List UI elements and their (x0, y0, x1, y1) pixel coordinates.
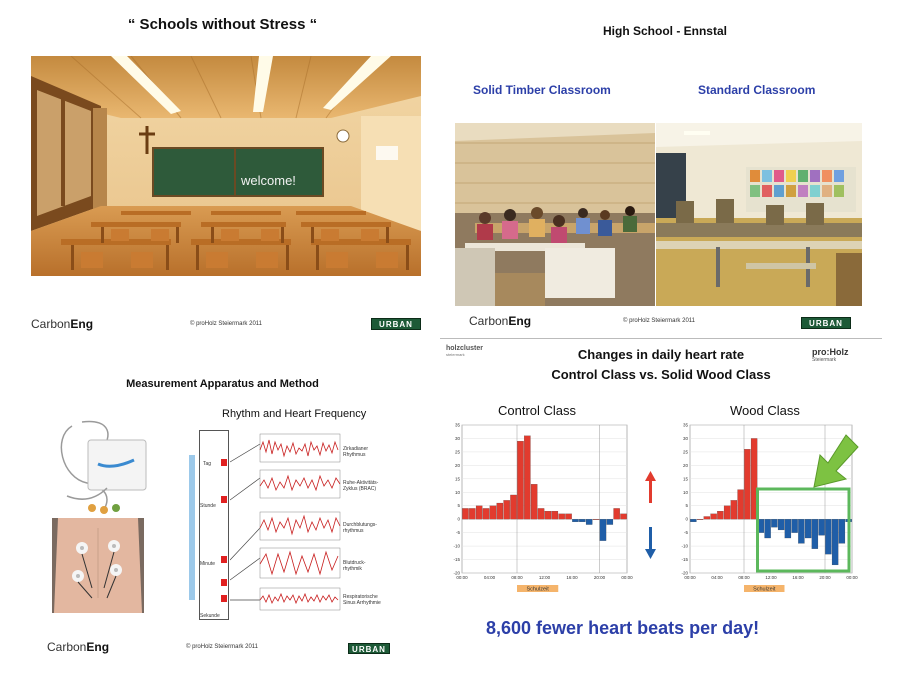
chart-title-line2: Control Class vs. Solid Wood Class (551, 367, 771, 382)
rhythm-label-blood-pressure: Blutdruck-rhythmik (343, 560, 366, 572)
bar-positive (711, 514, 717, 519)
bar-negative (765, 519, 771, 538)
bar-positive (483, 508, 489, 519)
bar-negative (690, 519, 696, 522)
x-tick-label: 20:00 (593, 575, 606, 580)
x-tick-label: 04:00 (483, 575, 496, 580)
bar-negative (579, 519, 585, 522)
y-tick-label: 10 (682, 489, 688, 495)
bar-negative (778, 519, 784, 530)
bar-negative (825, 519, 831, 554)
diagram-title: Rhythm and Heart Frequency (222, 408, 367, 420)
heart-rate-charts (440, 339, 882, 651)
y-tick-label: 15 (682, 476, 688, 482)
footer-copyright: © proHolz Steiermark 2011 (190, 321, 263, 327)
y-tick-label: -10 (681, 543, 688, 549)
x-tick-label: 00:00 (846, 575, 858, 580)
bar-positive (731, 500, 737, 519)
timber-classroom-photo (455, 123, 655, 306)
y-tick-label: -15 (453, 557, 460, 563)
bar-positive (517, 441, 523, 519)
bar-positive (565, 514, 571, 519)
bar-positive (524, 436, 530, 519)
scale-label-minute: Minute (200, 561, 216, 567)
x-tick-label: 04:00 (711, 575, 723, 580)
y-tick-label: 35 (454, 422, 460, 428)
y-tick-label: 30 (682, 435, 688, 441)
bar-negative (839, 519, 845, 543)
bar-positive (620, 514, 626, 519)
scale-marker (221, 579, 227, 586)
bar-positive (545, 511, 551, 519)
slide-heart-rate-changes (440, 338, 882, 650)
bar-positive (552, 511, 558, 519)
slide-schools-without-stress (0, 0, 445, 338)
slide-title: “ Schools without Stress “ (127, 16, 318, 33)
time-scale-bar (189, 455, 195, 600)
bar-positive (717, 511, 723, 519)
y-tick-label: 5 (457, 503, 460, 509)
school-time-label: Schulzeit (753, 586, 776, 593)
footer-brand: CarbonEng (47, 640, 110, 654)
bar-positive (504, 500, 510, 519)
label-standard-classroom: Standard Classroom (698, 83, 816, 97)
bar-negative (805, 519, 811, 538)
y-tick-label: -5 (455, 530, 460, 536)
y-tick-label: 10 (454, 489, 460, 495)
bar-positive (559, 514, 565, 519)
y-tick-label: -20 (681, 570, 688, 576)
y-tick-label: 20 (682, 462, 688, 468)
y-tick-label: 20 (454, 462, 460, 468)
bar-positive (697, 519, 703, 520)
bar-positive (704, 516, 710, 519)
slide-title: High School - Ennstal (602, 24, 727, 38)
y-tick-label: 15 (454, 476, 460, 482)
panel-title-control: Control Class (498, 403, 577, 418)
x-tick-label: 12:00 (538, 575, 551, 580)
x-tick-label: 00:00 (621, 575, 633, 580)
y-tick-label: -5 (683, 530, 688, 536)
rhythm-label-respiratory: Respiratorische Sinus Arrhythmie (343, 594, 381, 606)
bar-positive (538, 508, 544, 519)
urban-logo: URBAN (801, 317, 851, 329)
y-tick-label: 25 (682, 449, 688, 455)
standard-classroom-photo (656, 123, 862, 306)
callout-fewer-heart-beats: 8,600 fewer heart beats per day! (486, 618, 760, 638)
footer-brand: CarbonEng (31, 317, 94, 331)
classroom-photo (31, 56, 421, 276)
chest-electrodes-photo (52, 518, 144, 613)
slide-high-school-ennstal (450, 0, 900, 338)
bar-positive (724, 506, 730, 519)
y-tick-label: 25 (454, 449, 460, 455)
y-tick-label: 0 (457, 516, 460, 522)
urban-logo: URBAN (371, 318, 421, 330)
scale-label-tag: Tag (203, 461, 212, 467)
x-tick-label: 00:00 (684, 575, 696, 580)
school-time-label: Schulzeit (526, 586, 549, 593)
rhythm-label-circadian: Zirkadianer Rhythmus (343, 446, 369, 458)
scale-label-stunde: Stunde (200, 503, 216, 509)
down-arrow-icon (645, 549, 656, 559)
bar-negative (785, 519, 791, 538)
chart-frame (462, 425, 627, 573)
y-tick-label: -20 (453, 570, 460, 576)
label-solid-timber-classroom: Solid Timber Classroom (473, 83, 611, 97)
bar-positive (531, 484, 537, 519)
x-tick-label: 08:00 (738, 575, 750, 580)
y-tick-label: -15 (681, 557, 688, 563)
board-welcome-text: welcome! (241, 173, 296, 188)
footer-brand: CarbonEng (469, 314, 532, 328)
heart-rate-monitor-device (52, 418, 172, 518)
bar-negative (798, 519, 804, 543)
bar-positive (744, 449, 750, 519)
panel-title-wood: Wood Class (730, 403, 800, 418)
bar-positive (593, 519, 599, 520)
bar-positive (476, 506, 482, 519)
scale-marker (221, 595, 227, 602)
bar-negative (600, 519, 606, 541)
slide-title: Measurement Apparatus and Method (126, 378, 319, 390)
x-tick-label: 20:00 (819, 575, 831, 580)
bar-negative (586, 519, 592, 524)
y-tick-label: 0 (685, 516, 688, 522)
bar-negative (572, 519, 578, 522)
y-tick-label: 5 (685, 503, 688, 509)
bar-positive (469, 508, 475, 519)
bar-positive (497, 503, 503, 519)
footer-copyright: © proHolz Steiermark 2011 (623, 318, 696, 324)
x-tick-label: 16:00 (566, 575, 578, 580)
slide-measurement-apparatus (0, 338, 445, 675)
bar-positive (462, 508, 468, 519)
bar-positive (510, 495, 516, 519)
bar-negative (771, 519, 777, 527)
bar-negative (812, 519, 818, 549)
bar-negative (832, 519, 838, 565)
bar-negative (607, 519, 613, 524)
bar-negative (792, 519, 798, 532)
bar-negative (819, 519, 825, 535)
proholz-logo: pro:Holz Steiermark (812, 347, 849, 363)
bar-positive (738, 490, 744, 520)
y-tick-label: -10 (453, 543, 460, 549)
rhythm-label-blood-flow: Durchblutungs-rhythmus (343, 522, 377, 534)
scale-marker (221, 496, 227, 503)
footer-copyright: © proHolz Steiermark 2011 (186, 644, 259, 650)
up-arrow-shaft (649, 479, 652, 503)
down-arrow-shaft (649, 527, 652, 551)
holzcluster-logo: holzcluster steiermark (446, 345, 483, 357)
bar-positive (614, 508, 620, 519)
bar-positive (490, 506, 496, 519)
y-tick-label: 35 (682, 422, 688, 428)
urban-logo: URBAN (348, 643, 390, 654)
chart-title-line1: Changes in daily heart rate (577, 347, 745, 362)
y-tick-label: 30 (454, 435, 460, 441)
x-tick-label: 12:00 (765, 575, 777, 580)
x-tick-label: 00:00 (456, 575, 468, 580)
x-tick-label: 16:00 (792, 575, 804, 580)
rhythm-label-brac: Ruhe-Aktivitäts-Zyklus (BRAC) (343, 480, 379, 492)
scale-marker (221, 556, 227, 563)
scale-label-sekunde: Sekunde (200, 613, 220, 619)
up-arrow-icon (645, 471, 656, 481)
x-tick-label: 08:00 (511, 575, 523, 580)
scale-marker (221, 459, 227, 466)
